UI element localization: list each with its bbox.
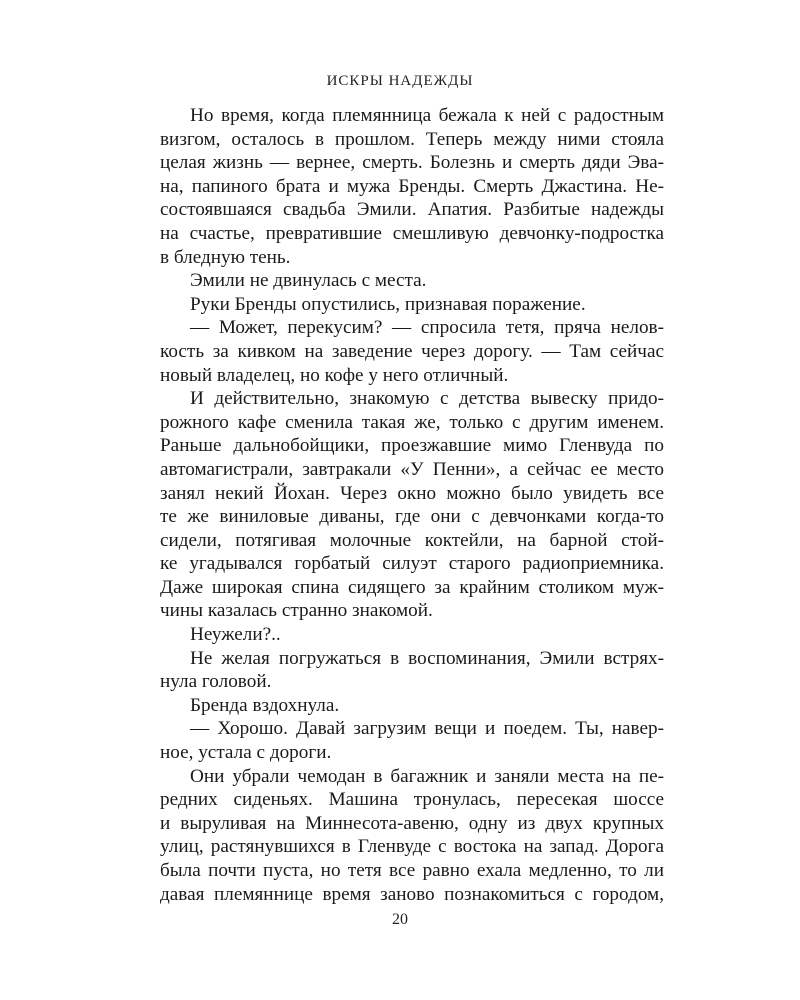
text-line: Руки Бренды опустились, признавая поражение. — [190, 293, 586, 315]
text-line: занял некий Йохан. Через окно можно было увидеть все — [160, 482, 664, 504]
text-line: Они убрали чемодан в багажник и заняли места на пе- — [190, 765, 664, 787]
text-line: была почти пуста, но тетя все равно ехала медленно, то ли — [160, 860, 664, 881]
text-line: на счастье, превратившие смешливую девчонку-подростка — [160, 222, 664, 244]
text-line: улиц, растянувшихся в Гленвуде с востока на запад. Дорога — [160, 836, 664, 858]
text-line: И действительно, знакомую с детства вывеску придо- — [190, 388, 664, 410]
running-head: ИСКРЫ НАДЕЖДЫ — [326, 73, 474, 89]
text-line: — Может, перекусим? — спросила тетя, пряча нелов- — [190, 317, 664, 339]
text-line: сидели, потягивая молочные коктейли, на барной стой- — [160, 529, 664, 551]
text-line: редних сиденьях. Машина тронулась, пересекая шоссе — [160, 789, 664, 811]
text-line: те же виниловые диваны, где они с девчонками когда-то — [160, 506, 664, 528]
text-line: автомагистрали, завтракали «У Пенни», а сейчас ее место — [160, 458, 664, 480]
text-line: Даже широкая спина сидящего за крайним столиком муж- — [160, 576, 664, 598]
text-line: Но время, когда племянница бежала к ней с радостным — [190, 105, 664, 126]
text-line: в бледную тень. — [160, 246, 291, 268]
text-line: и выруливая на Миннесота-авеню, одну из двух крупных — [160, 812, 664, 834]
text-line: Неужели?.. — [190, 624, 281, 646]
text-line: давая племяннице время заново познакомиться с городом, — [160, 883, 664, 905]
text-line: целая жизнь — вернее, смерть. Болезнь и смерть дяди Эва- — [160, 152, 664, 174]
body-text — [160, 104, 664, 906]
text-line: Раньше дальнобойщики, проезжавшие мимо Гленвуда по — [160, 435, 664, 457]
text-line: кость за кивком на заведение через дорогу. — Там сейчас — [160, 340, 664, 362]
text-line: новый владелец, но кофе у него отличный. — [160, 364, 509, 386]
text-line: ное, устала с дороги. — [160, 742, 332, 764]
text-line: рожного кафе сменила такая же, только с другим именем. — [160, 411, 664, 433]
text-line: нула головой. — [160, 671, 272, 693]
text-line: Бренда вздохнула. — [190, 694, 340, 716]
page-number: 20 — [392, 911, 408, 928]
text-line: состоявшаяся свадьба Эмили. Апатия. Разбитые надежды — [160, 199, 664, 221]
text-line: на, папиного брата и мужа Бренды. Смерть Джастина. Не- — [160, 175, 664, 197]
text-line: Не желая погружаться в воспоминания, Эмили встрях- — [190, 647, 664, 669]
text-line: ке угадывался горбатый силуэт старого радиоприемника. — [160, 553, 664, 575]
text-line: визгом, осталось в прошлом. Теперь между ними стояла — [160, 128, 664, 150]
text-line: чины казалась странно знакомой. — [160, 600, 433, 622]
text-line: Эмили не двинулась с места. — [190, 270, 427, 292]
text-line: — Хорошо. Давай загрузим вещи и поедем. Ты, навер- — [190, 718, 664, 740]
